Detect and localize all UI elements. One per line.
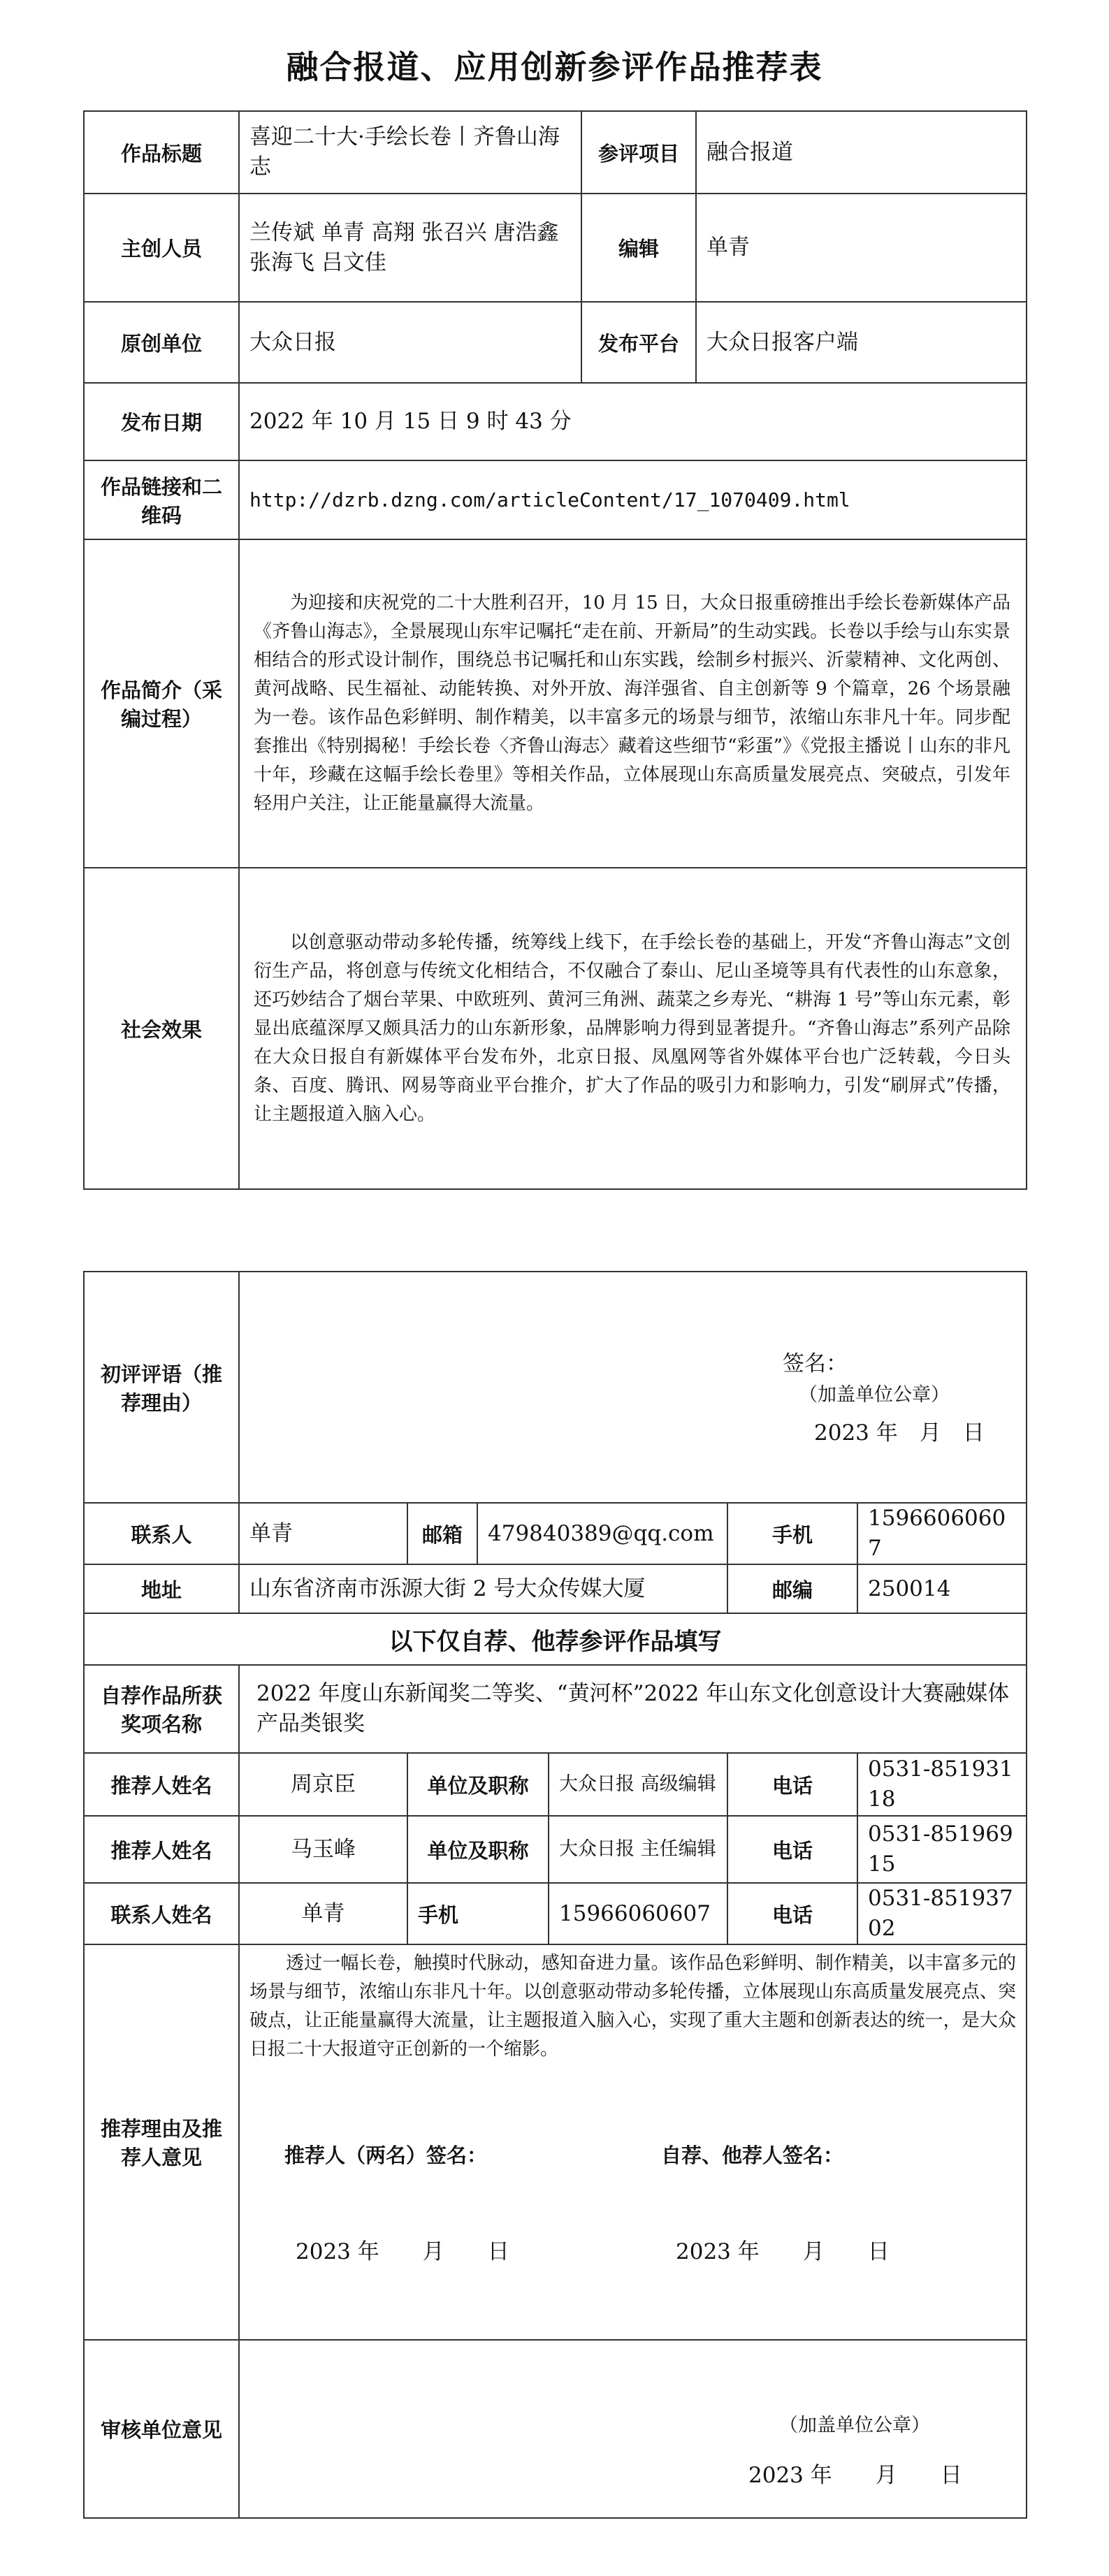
platform-label: 发布平台: [581, 302, 696, 383]
recommender-2-label: 推荐人姓名: [84, 1816, 239, 1883]
work-title-value: 喜迎二十大·手绘长卷丨齐鲁山海志: [239, 111, 581, 194]
editor-value: 单青: [696, 194, 1027, 302]
reason-date-left: 2023 年 月 日: [296, 2239, 509, 2264]
audit-area: [239, 2340, 1027, 2518]
award-label: 自荐作品所获奖项名称: [84, 1665, 239, 1753]
self-sign-label: 自荐、他荐人签名：: [661, 2144, 844, 2167]
contact-mobile-value: 15966060607: [549, 1883, 727, 1944]
creators-label: 主创人员: [84, 194, 239, 302]
recommender-2-unit-label: 单位及职称: [407, 1816, 549, 1883]
email-value: 479840389@qq.com: [477, 1503, 727, 1564]
mobile-value: 15966060607: [857, 1503, 1027, 1564]
recommender-1-phone-label: 电话: [727, 1753, 857, 1816]
recommender-1-unit: 大众日报 高级编辑: [549, 1753, 727, 1816]
recommender-2-phone: 0531-85196915: [857, 1816, 1027, 1883]
category-value: 融合报道: [696, 111, 1027, 194]
address-label: 地址: [84, 1564, 239, 1613]
audit-date: 2023 年 月 日: [748, 2463, 962, 2488]
category-label: 参评项目: [581, 111, 696, 194]
date-label: 发布日期: [84, 383, 239, 460]
self-section-heading: 以下仅自荐、他荐参评作品填写: [84, 1613, 1027, 1665]
recommender-1-unit-label: 单位及职称: [407, 1753, 549, 1816]
recommender-1-label: 推荐人姓名: [84, 1753, 239, 1816]
intro-label: 作品简介（采编过程）: [84, 539, 239, 868]
work-title-label: 作品标题: [84, 111, 239, 194]
reason-text: 透过一幅长卷，触摸时代脉动，感知奋进力量。该作品色彩鲜明、制作精美，以丰富多元的场景与细节，浓缩山东非凡十年。以创意驱动带动多轮传播，立体展现山东高质量发展亮点、突破点，让正能量赢得大流量，让主题报道入脑入心，实现了重大主题和创新表达的统一，是大众日报二十大报道守正创新的一个缩影。: [249, 1953, 1017, 2060]
review-date: 2023 年 月 日: [814, 1420, 985, 1446]
mobile-label: 手机: [727, 1503, 857, 1564]
link-label: 作品链接和二维码: [84, 460, 239, 539]
recommender-2-phone-label: 电话: [727, 1816, 857, 1883]
editor-label: 编辑: [581, 194, 696, 302]
contact-name-label: 联系人姓名: [84, 1883, 239, 1944]
page-title: 融合报道、应用创新参评作品推荐表: [286, 48, 823, 86]
recommender-1-name: 周京臣: [239, 1753, 407, 1816]
contact-phone-label: 电话: [727, 1883, 857, 1944]
info-table: [83, 110, 1027, 1190]
date-value: 2022 年 10 月 15 日 9 时 43 分: [239, 383, 1027, 460]
contact-mobile-label: 手机: [407, 1883, 549, 1944]
address-value: 山东省济南市泺源大街 2 号大众传媒大厦: [239, 1564, 727, 1613]
contact-value: 单青: [239, 1503, 407, 1564]
effect-label: 社会效果: [84, 868, 239, 1189]
reason-area: [239, 1944, 1027, 2340]
audit-seal-note: （加盖单位公章）: [779, 2415, 930, 2436]
recommender-1-phone: 0531-85193118: [857, 1753, 1027, 1816]
postcode-label: 邮编: [727, 1564, 857, 1613]
effect-text: 以创意驱动带动多轮传播，统筹线上线下，在手绘长卷的基础上，开发“齐鲁山海志”文创衍生产品，将创意与传统文化相结合，不仅融合了泰山、尼山圣境等具有代表性的山东意象，还巧妙结合了烟台苹果、中欧班列、黄河三角洲、蔬菜之乡寿光、“耕海 1 号”等山东元素，彰显出底蕴深厚又颇具活力的山东新形象，品牌影响力得到显著提升。“齐鲁山海志”系列产品除在大众日报自有新媒体平台发布外，北京日报、凤凰网等省外媒体平台也广泛转载，今日头条、百度、腾讯、网易等商业平台推介，扩大了作品的吸引力和影响力，引发“刷屏式”传播，让主题报道入脑入心。: [239, 868, 1027, 1189]
contact-phone-value: 0531-85193702: [857, 1883, 1027, 1944]
intro-text: 为迎接和庆祝党的二十大胜利召开，10 月 15 日，大众日报重磅推出手绘长卷新媒体产品《齐鲁山海志》，全景展现山东牢记嘱托“走在前、开新局”的生动实践。长卷以手绘与山东实景相结合的形式设计制作，围绕总书记嘱托和山东实践，绘制乡村振兴、沂蒙精神、文化两创、黄河战略、民生福祉、动能转换、对外开放、海洋强省、自主创新等 9 个篇章，26 个场景融为一卷。该作品色彩鲜明、制作精美，以丰富多元的场景与细节，浓缩山东非凡十年。同步配套推出《特别揭秘！手绘长卷〈齐鲁山海志〉藏着这些细节“彩蛋”》《党报主播说丨山东的非凡十年，珍藏在这幅手绘长卷里》等相关作品，立体展现山东高质量发展亮点、突破点，引发年轻用户关注，让正能量赢得大流量。: [239, 539, 1027, 868]
work-link[interactable]: http://dzrb.dzng.com/articleContent/17_1070409.html: [239, 460, 1027, 539]
review-seal-note: （加盖单位公章）: [799, 1384, 950, 1406]
creators-value: 兰传斌 单青 高翔 张召兴 唐浩鑫 张海飞 吕文佳: [239, 194, 581, 302]
postcode-value: 250014: [857, 1564, 1027, 1613]
reason-label: 推荐理由及推荐人意见: [84, 1944, 239, 2340]
unit-value: 大众日报: [239, 302, 581, 383]
recommender-sign-label: 推荐人（两名）签名：: [284, 2144, 488, 2167]
contact-label: 联系人: [84, 1503, 239, 1564]
contact-name-value: 单青: [239, 1883, 407, 1944]
review-label: 初评评语（推荐理由）: [84, 1272, 239, 1503]
review-area: [239, 1272, 1027, 1503]
award-value: 2022 年度山东新闻奖二等奖、“黄河杯”2022 年山东文化创意设计大赛融媒体产品类银奖: [239, 1665, 1027, 1753]
platform-value: 大众日报客户端: [696, 302, 1027, 383]
audit-label: 审核单位意见: [84, 2340, 239, 2518]
recommender-2-unit: 大众日报 主任编辑: [549, 1816, 727, 1883]
unit-label: 原创单位: [84, 302, 239, 383]
review-table: [83, 1271, 1027, 2519]
email-label: 邮箱: [407, 1503, 477, 1564]
recommender-2-name: 马玉峰: [239, 1816, 407, 1883]
review-sign-label: 签名：: [783, 1351, 848, 1376]
reason-date-right: 2023 年 月 日: [676, 2239, 890, 2264]
